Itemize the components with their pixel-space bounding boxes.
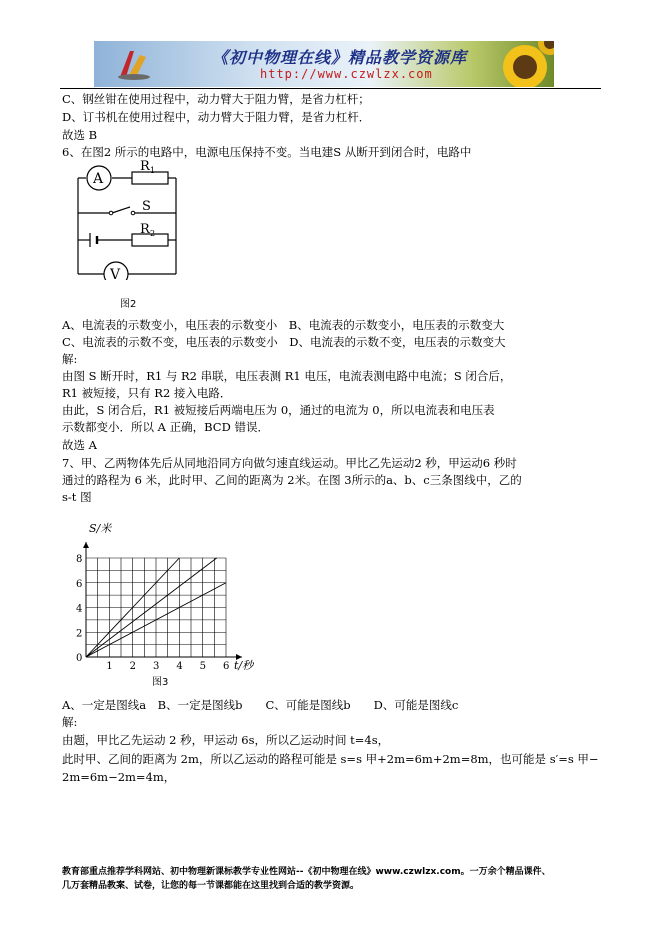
site-url[interactable]: http://www.czwlzx.com xyxy=(260,67,433,81)
question-7: 7、甲、乙两物体先后从同地沿同方向做匀速直线运动。甲比乙先运动2 秒，甲运动6 秒时 xyxy=(62,456,517,470)
circuit-diagram xyxy=(72,158,184,280)
text-line: 2m=6m−2m=4m， xyxy=(62,770,176,784)
text-line: 由此，S 闭合后，R1 被短接后两端电压为 0，通过的电流为 0，所以电流表和电压表 xyxy=(62,403,495,417)
site-logo-icon xyxy=(116,47,152,81)
y-axis-label: S/米 xyxy=(89,522,112,535)
x-tick-label: 2 xyxy=(129,661,137,672)
solution-label: 解: xyxy=(62,715,78,729)
switch-contact xyxy=(109,211,113,215)
footer-line: 教育部重点推荐学科网站、初中物理新课标教学专业性网站--《初中物理在线》www.czwlzx.com。一万余个精品课件、 xyxy=(62,867,551,877)
y-tick-label: 8 xyxy=(76,554,83,565)
switch-label: S xyxy=(142,199,151,214)
text-line: 故选 B xyxy=(62,128,98,142)
st-chart xyxy=(62,518,272,673)
text-line: 通过的路程为 6 米，此时甲、乙间的距离为 2米。在图 3所示的a、b、c三条图线中，乙的 xyxy=(62,473,522,487)
header-divider xyxy=(60,88,601,89)
question-6: 6、在图2 所示的电路中，电源电压保持不变。当电建S 从断开到闭合时，电路中 xyxy=(62,145,472,159)
text-line: 此时甲、乙间的距离为 2m，所以乙运动的路程可能是 s=s 甲+2m=6m+2m=8m，也可能是 s′=s 甲− xyxy=(62,752,599,766)
header-banner xyxy=(94,41,554,87)
y-axis-arrow-icon xyxy=(83,542,89,548)
r2-label: R xyxy=(140,222,150,237)
text-line: 由图 S 断开时，R1 与 R2 串联，电压表测 R1 电压，电流表测电路中电流；S 闭合后， xyxy=(62,369,512,383)
text-line: D、订书机在使用过程中，动力臂大于阻力臂，是省力杠杆． xyxy=(62,110,371,124)
origin-label: 0 xyxy=(76,653,83,664)
solution-label: 解: xyxy=(62,352,78,366)
x-axis-label: t/秒 xyxy=(234,659,254,672)
y-tick-label: 6 xyxy=(76,578,83,590)
text-line: 由题，甲比乙先运动 2 秒，甲运动 6s，所以乙运动时间 t=4s， xyxy=(62,733,390,747)
option-line: A、一定是图线a B、一定是图线b C、可能是图线b D、可能是图线c xyxy=(62,698,459,712)
r2-subscript: 2 xyxy=(150,229,156,238)
switch-contact xyxy=(131,211,135,215)
y-tick-label: 4 xyxy=(76,603,83,615)
text-line: C、钢丝钳在使用过程中，动力臂大于阻力臂，是省力杠杆； xyxy=(62,92,370,106)
text-line: R1 被短接，只有 R2 接入电路． xyxy=(62,386,232,400)
x-tick-label: 5 xyxy=(199,661,207,672)
voltmeter-label: V xyxy=(110,267,121,280)
option-line: A、电流表的示数变小，电压表的示数变小 B、电流表的示数变小，电压表的示数变大 xyxy=(62,318,505,332)
ammeter-label: A xyxy=(93,171,104,187)
x-tick-label: 4 xyxy=(176,661,183,672)
x-tick-label: 6 xyxy=(223,661,230,672)
text-line: s-t 图 xyxy=(62,490,92,504)
sunflower-icon xyxy=(490,41,554,87)
footer-line: 几万套精品教案、试卷，让您的每一节课都能在这里找到合适的教学资源。 xyxy=(62,881,360,891)
text-line: 故选 A xyxy=(62,438,97,452)
site-title: 《初中物理在线》精品教学资源库 xyxy=(212,48,468,67)
figure-3-caption: 图3 xyxy=(152,677,169,688)
option-line: C、电流表的示数不变，电压表的示数变小 D、电流表的示数不变，电压表的示数变大 xyxy=(62,335,506,349)
text-line: 示数都变小．所以 A 正确，BCD 错误． xyxy=(62,420,269,434)
r1-subscript: 1 xyxy=(150,166,156,175)
x-tick-label: 3 xyxy=(153,661,160,672)
x-tick-label: 1 xyxy=(106,661,113,672)
y-tick-label: 2 xyxy=(76,628,83,640)
r1-label: R xyxy=(140,159,150,174)
figure-2-caption: 图2 xyxy=(120,299,137,310)
